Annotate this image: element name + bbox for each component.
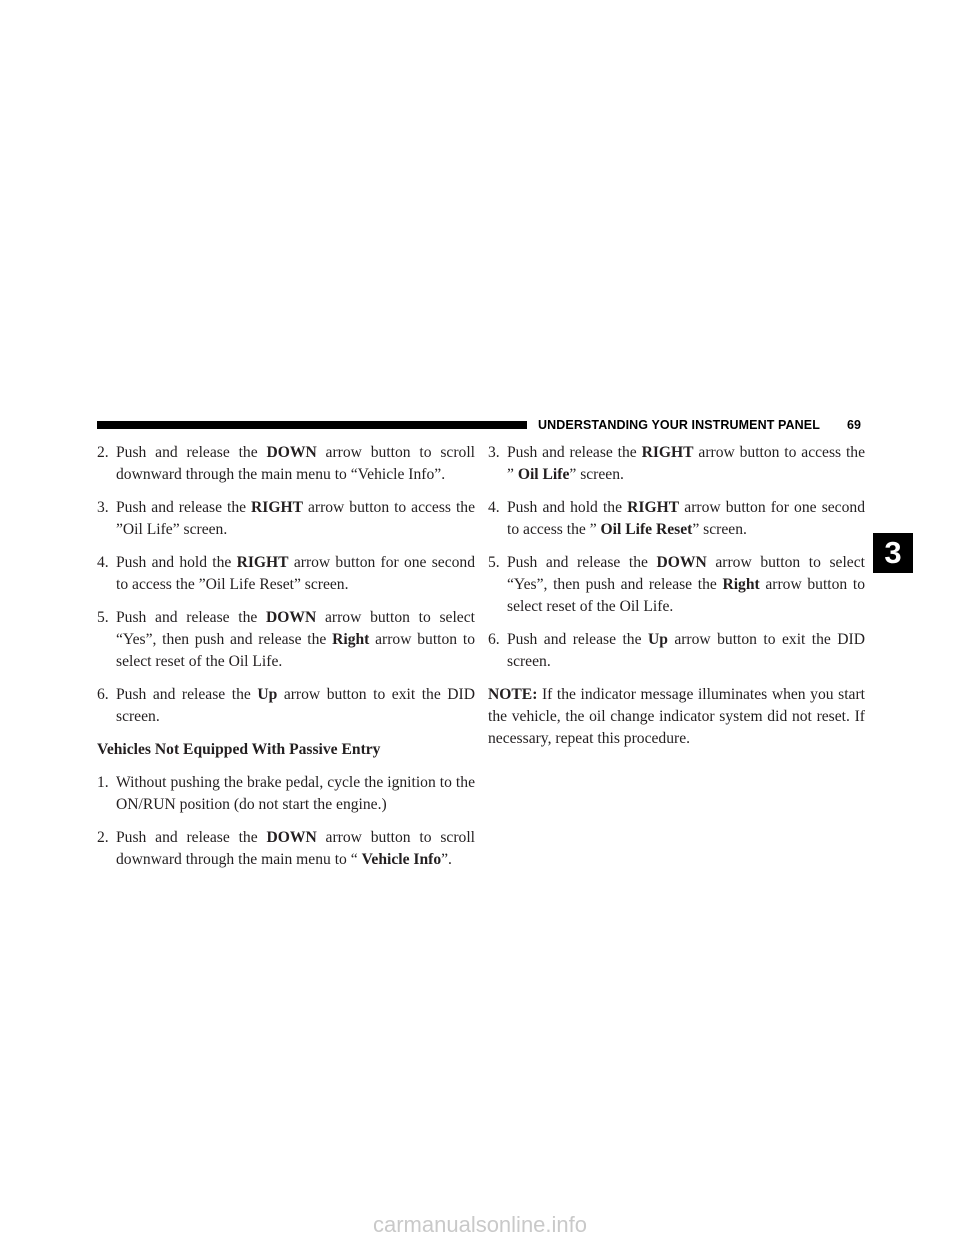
chapter-tab: 3 (873, 533, 913, 573)
left-column (97, 442, 475, 882)
step-item: 2. Push and release the DOWN arrow button to scroll downward through the main menu to “Vehicle Info”. (97, 444, 475, 483)
section-heading: Vehicles Not Equipped With Passive Entry (97, 741, 381, 758)
step-item: 1. Without pushing the brake pedal, cycle the ignition to the ON/RUN position (do not start the engine.) (97, 774, 475, 813)
step-item: 6. Push and release the Up arrow button to exit the DID screen. (97, 686, 476, 725)
step-item: 4. Push and hold the RIGHT arrow button for one second to access the ” Oil Life Reset” screen. (488, 499, 865, 538)
step-item: 5. Push and release the DOWN arrow button to select “Yes”, then push and release the Right arrow button to select reset of the Oil Life. (488, 554, 865, 615)
step-item: 2. Push and release the DOWN arrow button to scroll downward through the main menu to “ Vehicle Info”. (97, 829, 475, 868)
running-header: UNDERSTANDING YOUR INSTRUMENT PANEL (538, 418, 820, 432)
footer-watermark[interactable]: carmanualsonline.info (372, 1212, 588, 1237)
step-item: 4. Push and hold the RIGHT arrow button for one second to access the ”Oil Life Reset” screen. (97, 554, 476, 593)
page-number: 69 (847, 418, 861, 432)
step-item: 3. Push and release the RIGHT arrow button to access the ” Oil Life” screen. (488, 444, 865, 483)
step-item: 6. Push and release the Up arrow button to exit the DID screen. (488, 631, 865, 670)
note-paragraph: NOTE: If the indicator message illuminates when you start the vehicle, the oil change indicator system did not reset. If necessary, repeat this procedure. (488, 686, 865, 747)
right-column (488, 442, 865, 750)
note-label: NOTE: (488, 686, 538, 703)
header-rule (97, 421, 527, 429)
step-item: 5. Push and release the DOWN arrow button to select “Yes”, then push and release the Right arrow button to select reset of the Oil Life. (97, 609, 475, 670)
step-item: 3. Push and release the RIGHT arrow button to access the ”Oil Life” screen. (97, 499, 475, 538)
